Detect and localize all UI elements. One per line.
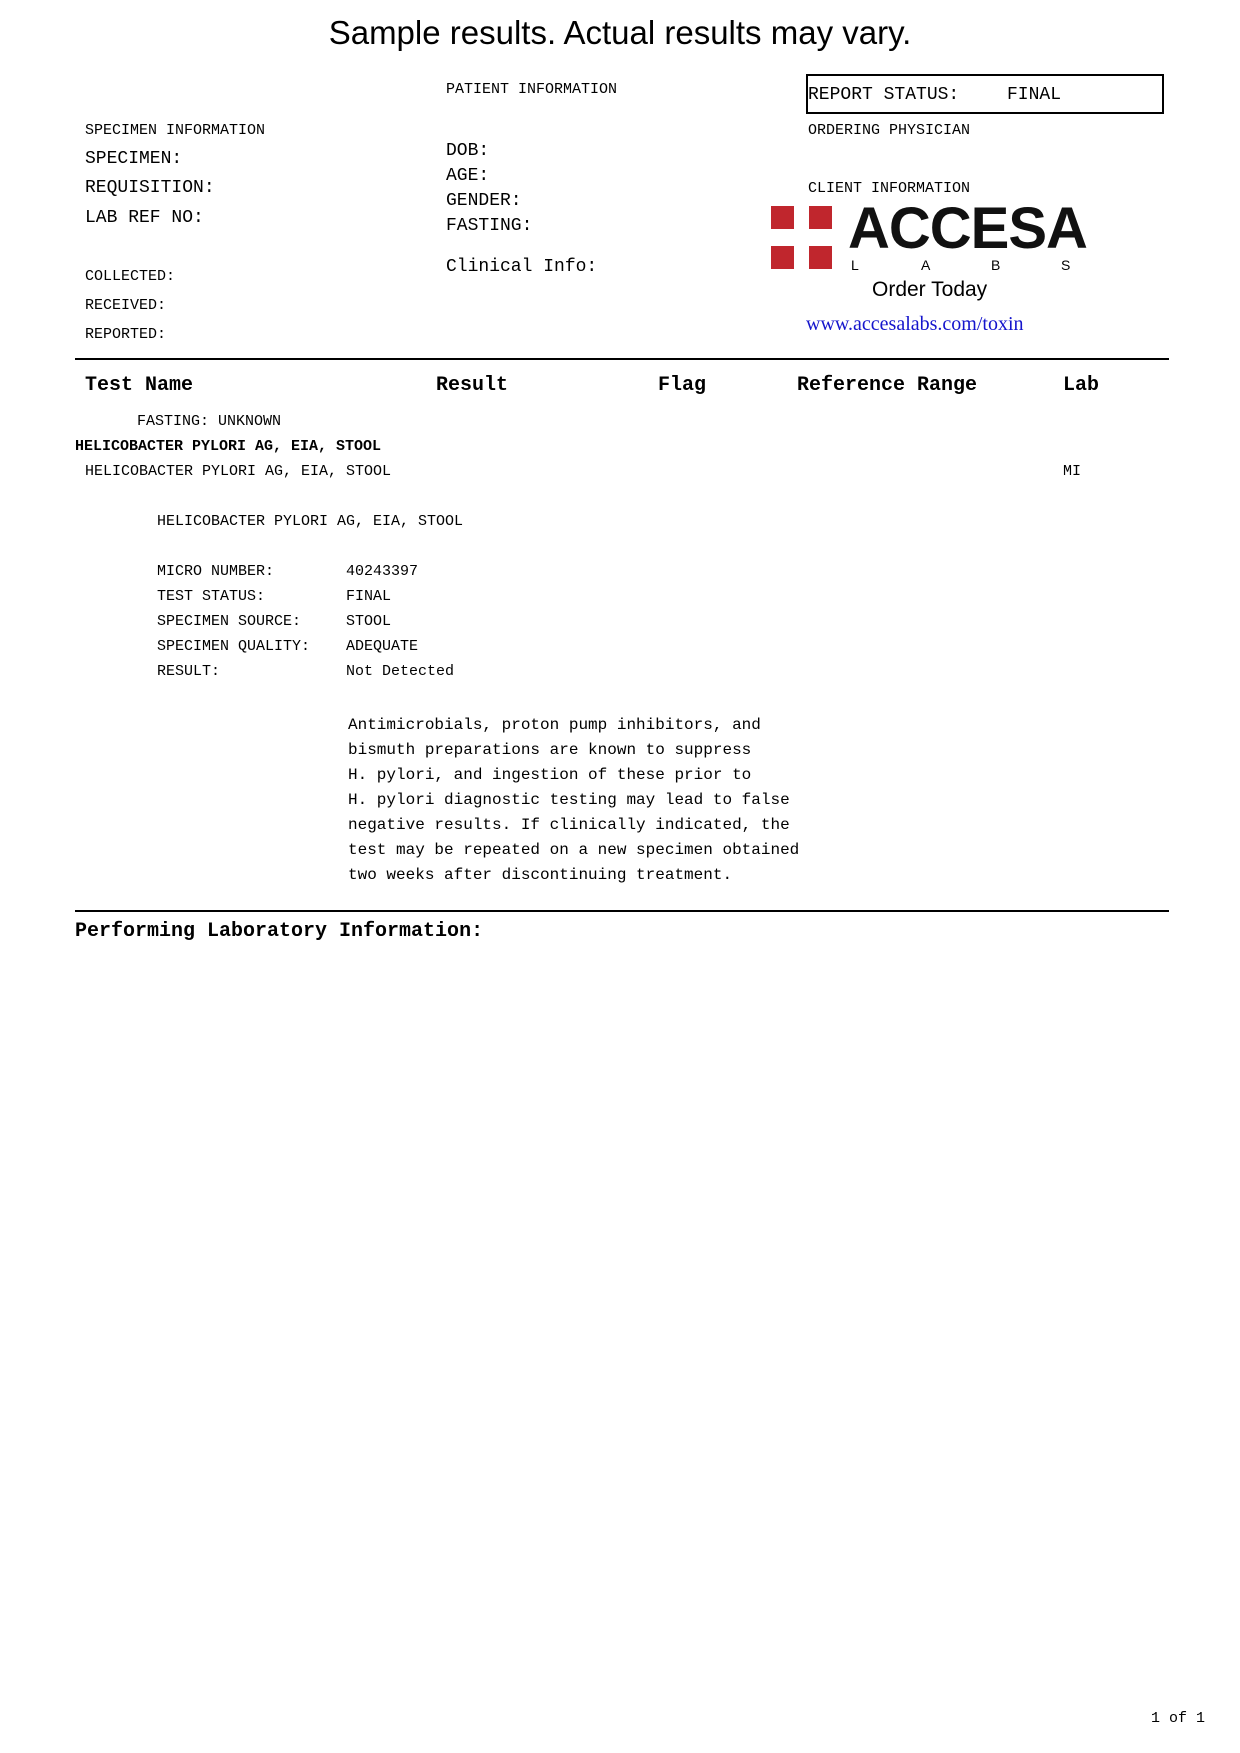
- lab-ref-no-label: LAB REF NO:: [85, 208, 204, 228]
- age-label: AGE:: [446, 166, 490, 186]
- test-group-heading: HELICOBACTER PYLORI AG, EIA, STOOL: [75, 438, 382, 455]
- note-line: two weeks after discontinuing treatment.: [348, 866, 733, 884]
- report-status-label: REPORT STATUS:: [808, 85, 960, 105]
- reported-label: REPORTED:: [85, 326, 167, 343]
- note-line: H. pylori, and ingestion of these prior to: [348, 766, 752, 784]
- order-today-text: Order Today: [872, 278, 988, 301]
- note-line: negative results. If clinically indicated, the: [348, 816, 790, 834]
- fasting-label: FASTING:: [446, 216, 533, 236]
- logo-wordmark: ACCESA: [848, 196, 1087, 261]
- logo-square-bottom-right: [809, 246, 832, 269]
- specimen-information-heading: SPECIMEN INFORMATION: [85, 122, 266, 139]
- note-line: test may be repeated on a new specimen obtained: [348, 841, 800, 859]
- detail-label-micro-number: MICRO NUMBER:: [157, 563, 275, 580]
- sample-disclaimer-banner: Sample results. Actual results may vary.: [328, 14, 912, 51]
- detail-label-specimen-quality: SPECIMEN QUALITY:: [157, 638, 311, 655]
- collected-label: COLLECTED:: [85, 268, 176, 285]
- header-divider: [75, 358, 1169, 360]
- note-line: Antimicrobials, proton pump inhibitors, and: [348, 716, 761, 734]
- detail-label-test-status: TEST STATUS:: [157, 588, 266, 605]
- requisition-label: REQUISITION:: [85, 178, 215, 198]
- logo-square-top-left: [771, 206, 794, 229]
- detail-value-test-status: FINAL: [346, 588, 392, 605]
- detail-value-result: Not Detected: [346, 663, 455, 680]
- column-reference-range: Reference Range: [797, 374, 978, 397]
- logo-sub-letter-l: L: [851, 257, 859, 273]
- results-divider: [75, 910, 1169, 912]
- performing-laboratory-heading: Performing Laboratory Information:: [75, 920, 484, 943]
- detail-label-specimen-source: SPECIMEN SOURCE:: [157, 613, 302, 630]
- logo-square-bottom-left: [771, 246, 794, 269]
- column-test-name: Test Name: [85, 374, 194, 397]
- client-information-heading: CLIENT INFORMATION: [808, 180, 971, 197]
- column-result: Result: [436, 374, 509, 397]
- ordering-physician-heading: ORDERING PHYSICIAN: [808, 122, 971, 139]
- gender-label: GENDER:: [446, 191, 522, 211]
- detail-value-specimen-source: STOOL: [346, 613, 392, 630]
- received-label: RECEIVED:: [85, 297, 167, 314]
- logo-square-top-right: [809, 206, 832, 229]
- test-subtitle: HELICOBACTER PYLORI AG, EIA, STOOL: [157, 513, 464, 530]
- detail-value-micro-number: 40243397: [346, 563, 419, 580]
- page-number: 1 of 1: [1151, 1710, 1206, 1727]
- specimen-label: SPECIMEN:: [85, 149, 183, 169]
- clinical-info-label: Clinical Info:: [446, 257, 598, 277]
- interpretation-note: [348, 713, 799, 888]
- patient-information-heading: PATIENT INFORMATION: [446, 81, 618, 98]
- test-row-lab: MI: [1063, 463, 1082, 480]
- logo-sub-letter-b: B: [991, 257, 1001, 273]
- logo-sub-letter-s: S: [1061, 257, 1071, 273]
- note-line: H. pylori diagnostic testing may lead to false: [348, 791, 790, 809]
- column-flag: Flag: [658, 374, 707, 397]
- detail-value-specimen-quality: ADEQUATE: [346, 638, 419, 655]
- column-lab: Lab: [1063, 374, 1100, 397]
- report-status-value: FINAL: [1007, 85, 1062, 105]
- order-url-link[interactable]: www.accesalabs.com/toxin: [806, 313, 1024, 335]
- detail-label-result: RESULT:: [157, 663, 221, 680]
- dob-label: DOB:: [446, 141, 490, 161]
- test-row-name: HELICOBACTER PYLORI AG, EIA, STOOL: [85, 463, 392, 480]
- note-line: bismuth preparations are known to suppress: [348, 741, 752, 759]
- logo-sub-letter-a: A: [921, 257, 931, 273]
- fasting-status-line: FASTING: UNKNOWN: [137, 413, 282, 430]
